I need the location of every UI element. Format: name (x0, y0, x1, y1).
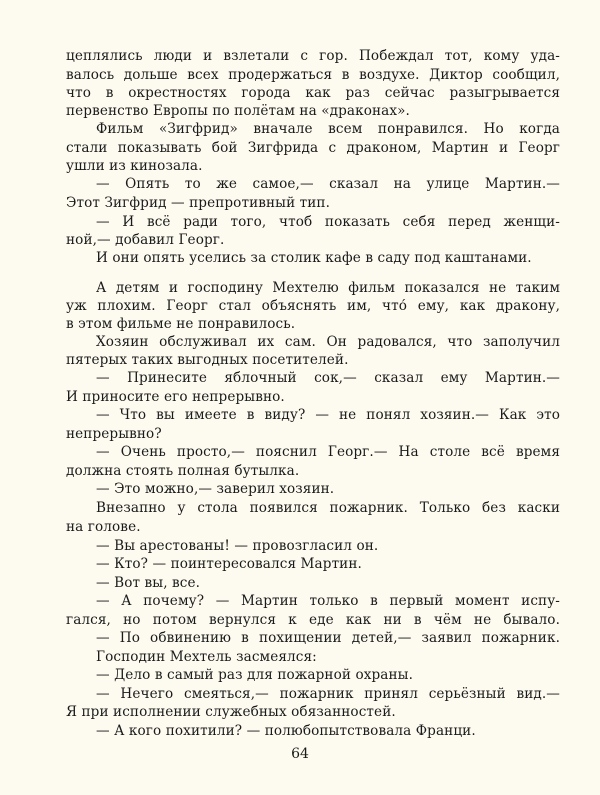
text-line: цеплялись люди и взлетали с гор. Побеждал тот, кому уда- (66, 48, 560, 64)
text-line: — А кого похитили? — полюбопытствовала Франци. (96, 723, 476, 739)
text-line: Господин Мехтель засмеялся: (96, 649, 317, 665)
text-line: непрерывно? (66, 426, 162, 442)
text-line: — По обвинению в похищении детей,— заявил пожарник. (96, 630, 560, 646)
page-number: 64 (291, 746, 309, 762)
text-line: Этот Зигфрид — препротивный тип. (66, 195, 331, 211)
text-line: — Опять то же самое,— сказал на улице Мартин.— (96, 176, 560, 192)
text-line: уж плохим. Георг стал объяснять им, что́ ему, как дракону, (66, 298, 560, 314)
text-line: стали показывать бой Зигфрида с драконом, Мартин и Георг (66, 140, 560, 156)
text-line: — Очень просто,— пояснил Георг.— На столе всё время (96, 444, 560, 460)
text-line: — Дело в самый раз для пожарной охраны. (96, 667, 414, 683)
text-line: первенство Европы по полётам на «драконах». (66, 103, 410, 119)
text-line: И они опять уселись за столик кафе в саду под каштанами. (96, 250, 532, 266)
text-line: должна стоять полная бутылка. (66, 463, 300, 479)
text-line: И приносите его непрерывно. (66, 389, 285, 405)
text-line: — Вот вы, все. (96, 575, 201, 591)
text-line: гался, но потом вернулся к еде как ни в чём не бывало. (66, 612, 560, 628)
text-line: Внезапно у стола появился пожарник. Только без каски (96, 500, 560, 516)
text-line: в этом фильме не понравилось. (66, 316, 296, 332)
text-line: ной,— добавил Георг. (66, 232, 225, 248)
text-line: — Что вы имеете в виду? — не понял хозяин.— Как это (96, 407, 560, 423)
text-line: Фильм «Зигфрид» вначале всем понравился. Но когда (96, 121, 560, 137)
text-line: Хозяин обслуживал их сам. Он радовался, что заполучил (96, 334, 560, 350)
text-line: что в окрестностях города как раз сейчас разыгрывается (66, 85, 560, 101)
text-line: валось дольше всех продержаться в воздухе. Диктор сообщил, (66, 67, 560, 83)
text-line: — Это можно,— заверил хозяин. (96, 481, 335, 497)
text-line: на голове. (66, 519, 141, 535)
text-line: А детям и господину Мехтелю фильм показался не таким (96, 280, 560, 296)
text-line: — Вы арестованы! — провозгласил он. (96, 538, 379, 554)
text-line: — Принесите яблочный сок,— сказал ему Мартин.— (96, 370, 560, 386)
text-line: — Кто? — поинтересовался Мартин. (96, 556, 362, 572)
text-line: — А почему? — Мартин только в первый момент испу- (96, 593, 560, 609)
text-line: — Нечего смеяться,— пожарник принял серьёзный вид.— (96, 686, 560, 702)
text-line: Я при исполнении служебных обязанностей. (66, 704, 396, 720)
text-line: — И всё ради того, чтоб показать себя перед женщи- (96, 214, 560, 230)
text-line: пятерых таких выгодных посетителей. (66, 352, 349, 368)
text-line: ушли из кинозала. (66, 158, 203, 174)
